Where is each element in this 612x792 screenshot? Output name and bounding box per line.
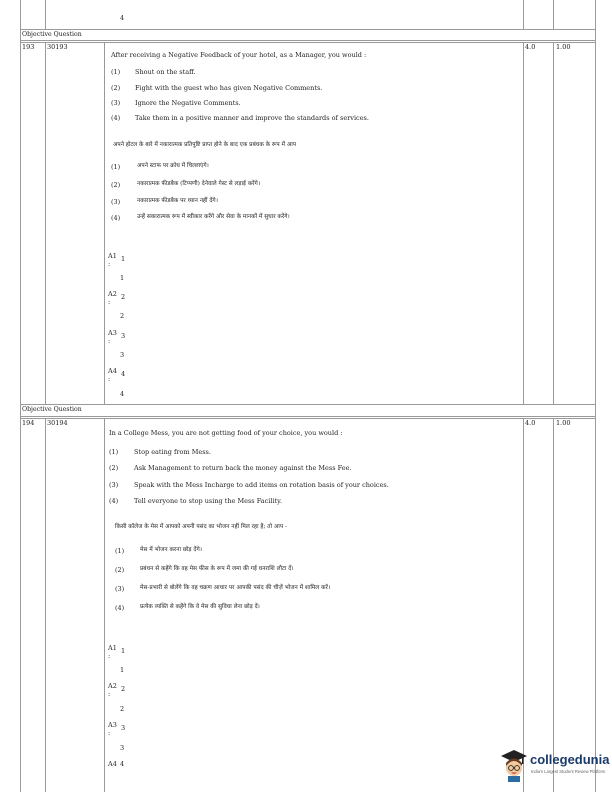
- section-header: Objective Question: [22, 31, 82, 38]
- answer-value: 4: [120, 760, 125, 768]
- graduate-mascot-icon: [500, 748, 528, 782]
- answer-colon: :: [108, 652, 111, 660]
- option-text-en: Ignore the Negative Comments.: [135, 99, 241, 107]
- option-text-hi: मेस में भोजन करना छोड़ देंगे।: [140, 547, 202, 553]
- answer-value: 2: [121, 293, 126, 301]
- answer-colon: :: [108, 729, 111, 737]
- answer-value: 2: [121, 685, 126, 693]
- prev-answer-number: 4: [120, 14, 125, 22]
- answer-label: A4: [108, 367, 117, 375]
- option-number: (4): [111, 214, 121, 222]
- answer-value: 3: [121, 724, 126, 732]
- answer-label: A3: [108, 721, 117, 729]
- question-id: 30194: [47, 419, 68, 427]
- option-number: (1): [109, 448, 119, 456]
- answer-number: 2: [120, 705, 125, 713]
- answer-number: 1: [120, 274, 125, 282]
- option-number: (3): [111, 99, 121, 107]
- answer-label: A1: [108, 644, 117, 652]
- collegedunia-watermark: [500, 746, 608, 784]
- answer-colon: :: [108, 298, 111, 306]
- answer-number: 3: [120, 351, 125, 359]
- option-text-hi: प्रबंधन से कहेंगे कि वह मेस फीस के रूप में जमा की गई धनराशि लौटा दें।: [140, 566, 294, 572]
- answer-value: 1: [121, 255, 126, 263]
- question-number: 194: [22, 419, 35, 427]
- option-number: (1): [115, 547, 125, 555]
- question-text-hi: किसी कॉलेज के मेस में आपको अपनी पसंद का भोजन नहीं मिल रहा है; तो आप -: [115, 524, 287, 530]
- answer-value: 1: [121, 647, 126, 655]
- option-number: (2): [111, 181, 121, 189]
- answer-label: A2: [108, 290, 117, 298]
- option-number: (4): [115, 604, 125, 612]
- answer-value: 4: [121, 370, 126, 378]
- brand-name: collegedunia: [530, 752, 610, 767]
- answer-number: 2: [120, 312, 125, 320]
- option-text-hi: मेस-प्रभारी से बोलेंगे कि वह चक्रण आधार पर आपकी पसंद की चीज़ें भोजन में शामिल करें।: [140, 585, 331, 591]
- question-id: 30193: [47, 43, 68, 51]
- option-text-hi: अपने स्टाफ पर क्रोध में चिल्लाएंगे।: [137, 163, 209, 169]
- option-number: (3): [109, 481, 119, 489]
- answer-label: A1: [108, 252, 117, 260]
- option-text-hi: प्रत्येक व्यक्ति से कहेंगे कि वे मेस की सुविधा लेना छोड़ दें।: [140, 604, 260, 610]
- option-number: (4): [109, 497, 119, 505]
- option-text-hi: नकारात्मक फीडबैक (टिप्पणी) देनेवाले गेस्ट से लड़ाई करेंगे।: [137, 181, 261, 187]
- option-number: (3): [111, 198, 121, 206]
- question-text-hi: अपने होटल के बारे में नकारात्मक प्रतिपुष्टि प्राप्त होने के बाद एक प्रबंधक के रूप में आप: [113, 142, 297, 148]
- question-text-en: In a College Mess, you are not getting food of your choice, you would :: [109, 429, 343, 437]
- negative-marks: 1.00: [556, 43, 571, 51]
- option-number: (1): [111, 163, 121, 171]
- option-text-en: Tell everyone to stop using the Mess Facility.: [134, 497, 283, 505]
- question-text-en: After receiving a Negative Feedback of your hotel, as a Manager, you would :: [111, 51, 367, 59]
- question-number: 193: [22, 43, 35, 51]
- answer-colon: :: [108, 375, 111, 383]
- answer-colon: :: [108, 260, 111, 268]
- answer-colon: :: [108, 690, 111, 698]
- option-text-en: Stop eating from Mess.: [134, 448, 211, 456]
- option-number: (2): [115, 566, 125, 574]
- option-text-hi: उन्हें सकारात्मक रूप में स्वीकार करेंगे और सेवा के मानकों में सुधार करेंगे।: [137, 214, 290, 220]
- option-text-en: Speak with the Mess Incharge to add items on rotation basis of your choices.: [134, 481, 389, 489]
- question-marks: 4.0: [525, 43, 536, 51]
- answer-label: A3: [108, 329, 117, 337]
- question-marks: 4.0: [525, 419, 536, 427]
- option-number: (2): [109, 464, 119, 472]
- option-text-en: Fight with the guest who has given Negative Comments.: [135, 84, 323, 92]
- answer-number: 1: [120, 666, 125, 674]
- option-text-en: Shout on the staff.: [135, 68, 196, 76]
- option-text-hi: नकारात्मक फीडबैक पर ध्यान नहीं देंगे।: [137, 198, 218, 204]
- option-number: (2): [111, 84, 121, 92]
- section-header: Objective Question: [22, 406, 82, 413]
- answer-colon: :: [108, 337, 111, 345]
- answer-number: 3: [120, 744, 125, 752]
- option-number: (1): [111, 68, 121, 76]
- answer-label: A4: [108, 760, 117, 768]
- option-number: (3): [115, 585, 125, 593]
- answer-label: A2: [108, 682, 117, 690]
- option-number: (4): [111, 114, 121, 122]
- brand-tagline: India's Largest Student Review Platform: [531, 769, 606, 774]
- option-text-en: Take them in a positive manner and improve the standards of services.: [135, 114, 369, 122]
- option-text-en: Ask Management to return back the money against the Mess Fee.: [134, 464, 352, 472]
- negative-marks: 1.00: [556, 419, 571, 427]
- answer-value: 3: [121, 332, 126, 340]
- answer-number: 4: [120, 390, 125, 398]
